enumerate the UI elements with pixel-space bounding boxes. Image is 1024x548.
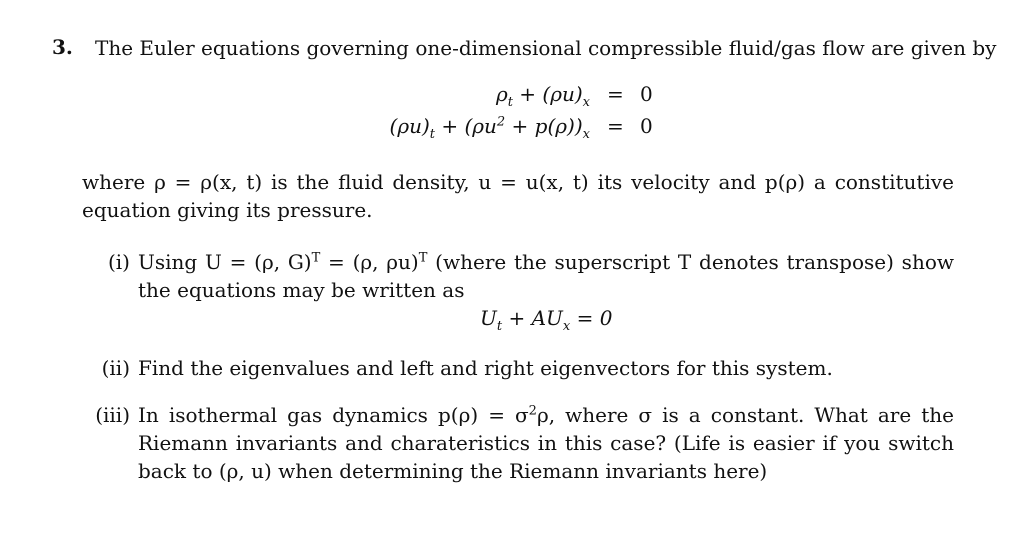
equation-1-relation: =: [607, 82, 624, 106]
part-iii-text: In isothermal gas dynamics $p(\rho) = \sigma^2\rho$, where σ is a constant. What are the Riemann invariants and charateristics in this case? (Life is easier if you switch back to (ρ, u) when determining the Riemann invariants here): [138, 403, 955, 483]
equation-2-rhs: 0: [640, 114, 653, 138]
part-i-text: Using U = (ρ, G)$^T$ = (ρ, ρu)$^T$ (where the superscript T denotes transpose) show the equations may be written as: [138, 250, 954, 302]
equation-1-rhs: 0: [640, 82, 653, 106]
problem-number: 3.: [52, 35, 73, 59]
equation-row-2: [300, 114, 720, 146]
part-i-display-equation: $U_t + AU_x = 0$: [480, 306, 613, 334]
equation-2-lhs: $(\rho u)_t + (\rho u^2 + p(\rho))_x$: [389, 114, 590, 142]
part-iii-label: (iii): [95, 403, 130, 427]
problem-intro: The Euler equations governing one-dimensional compressible fluid/gas flow are given by: [95, 36, 997, 60]
equation-row-1: [300, 82, 720, 114]
part-i-label: (i): [107, 250, 130, 274]
euler-equations: [300, 82, 720, 146]
part-ii-text: Find the eigenvalues and left and right eigenvectors for this system.: [138, 356, 833, 380]
equation-2-relation: =: [607, 114, 624, 138]
equation-1-lhs: $\rho_t + (\rho u)_x$: [495, 82, 590, 110]
part-ii-label: (ii): [101, 356, 130, 380]
definitions-paragraph: where ρ = ρ(x, t) is the fluid density, u = u(x, t) its velocity and p(ρ) a constitutive equation giving its pressure.: [82, 170, 954, 222]
